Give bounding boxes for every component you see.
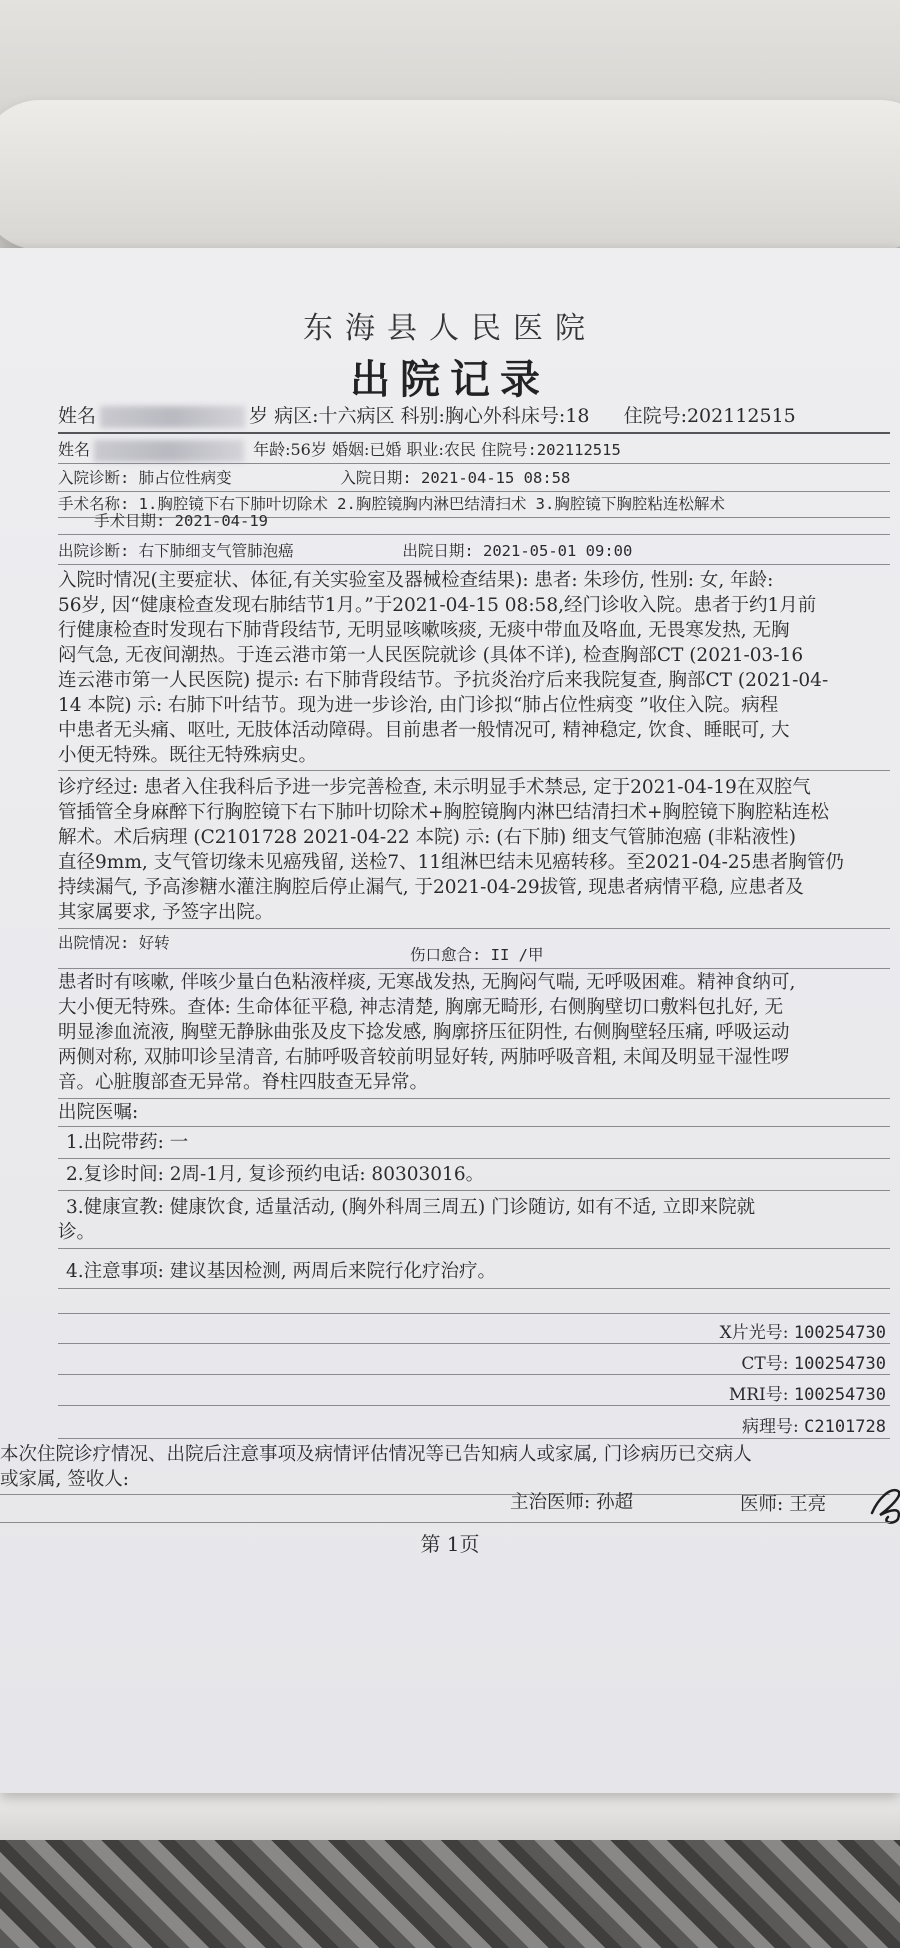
rule — [58, 564, 890, 565]
admission-condition-line: 56岁, 因“健康检查发现右肺结节1月。”于2021-04-15 08:58,经门诊收入院。患者于约1月前 — [58, 595, 817, 616]
header-line-2 — [58, 437, 888, 463]
order-item: 3.健康宣教: 健康饮食, 适量活动, (胸外科周三周五) 门诊随访, 如有不适, 立即来院就 — [66, 1197, 756, 1218]
attending-physician: 主治医师: 孙超 — [510, 1492, 634, 1513]
surgery-date: 手术日期: 2021-04-19 — [94, 512, 268, 530]
physician: 医师: 王亮 — [740, 1494, 827, 1515]
discharge-condition-line: 音。心脏腹部查无异常。脊柱四肢查无异常。 — [58, 1072, 429, 1093]
redacted-name-2 — [94, 440, 244, 462]
order-item: 2.复诊时间: 2周-1月, 复诊预约电话: 80303016。 — [66, 1164, 485, 1185]
discharge-condition-line: 患者时有咳嗽, 伴咳少量白色粘液样痰, 无寒战发热, 无胸闷气喘, 无呼吸困难。精神食纳可, — [58, 972, 796, 993]
rule — [58, 1343, 890, 1344]
treatment-course-line: 持续漏气, 予高渗糖水灌注胸腔后停止漏气, 于2021-04-29拔管, 现患者病情平稳, 应患者及 — [58, 877, 804, 898]
mri-label: MRI号: — [728, 1385, 789, 1405]
rule — [58, 928, 890, 929]
order-item: 1.出院带药: 一 — [66, 1132, 189, 1153]
wound-healing: 伤口愈合: II /甲 — [410, 946, 544, 964]
rule — [58, 770, 890, 771]
rule — [58, 1126, 890, 1127]
order-item: 4.注意事项: 建议基因检测, 两周后来院行化疗治疗。 — [66, 1261, 497, 1282]
order-item: 诊。 — [58, 1222, 96, 1243]
marital-status: 婚姻:已婚 — [331, 440, 402, 459]
document-title: 出院记录 — [350, 356, 550, 403]
rule — [0, 1522, 890, 1523]
occupation: 职业:农民 — [406, 440, 476, 459]
age-suffix: 岁 — [249, 405, 269, 427]
mri-number — [729, 1380, 886, 1405]
name-label-2: 姓名 — [58, 440, 91, 459]
rule — [58, 968, 890, 969]
admission-condition-line: 小便无特殊。既往无特殊病史。 — [58, 745, 318, 766]
hospital-name: 东海县人民医院 — [303, 311, 597, 346]
name-label: 姓名 — [58, 405, 97, 427]
treatment-course-line: 其家属要求, 予签字出院。 — [58, 902, 274, 923]
xray-value: 100254730 — [793, 1323, 886, 1343]
admission-diagnosis-line — [58, 465, 888, 491]
rule — [58, 1313, 890, 1314]
ct-value: 100254730 — [793, 1354, 886, 1374]
admission-number-2: 住院号:202112515 — [480, 441, 621, 459]
admission-condition-line: 入院时情况(主要症状、体征,有关实验室及器械检查结果): 患者: 朱珍仿, 性别: 女, 年龄: — [58, 570, 774, 591]
discharge-condition-line: 明显渗血流液, 胸壁无静脉曲张及皮下捻发感, 胸廓挤压征阴性, 右侧胸壁轻压痛, 呼吸运动 — [58, 1022, 790, 1043]
admission-condition-line: 中患者无头痛、呕吐, 无肢体活动障碍。目前患者一般情况可, 精神稳定, 饮食、睡眠可, 大 — [58, 720, 790, 741]
admission-condition-line: 14 本院) 示: 右肺下叶结节。现为进一步诊治, 由门诊拟“肺占位性病变 ”收住入院。病程 — [58, 695, 779, 716]
pathology-label: 病理号: — [741, 1417, 799, 1437]
treatment-course-line: 直径9mm, 支气管切缘未见癌残留, 送检7、11组淋巴结未见癌转移。至2021-04-25患者胸管仍 — [58, 852, 844, 873]
treatment-course-line: 解术。术后病理 (C2101728 2021-04-22 本院) 示: (右下肺) 细支气管肺泡癌 (非粘液性) — [58, 827, 796, 848]
pathology-number — [742, 1412, 886, 1437]
admission-condition-line: 行健康检查时发现右下肺背段结节, 无明显咳嗽咳痰, 无痰中带血及咯血, 无畏寒发热, 无胸 — [58, 620, 790, 641]
rule — [58, 1248, 890, 1249]
page-number: 第 1页 — [420, 1532, 480, 1556]
admission-condition-line: 闷气急, 无夜间潮热。于连云港市第一人民医院就诊 (具体不详), 检查胸部CT (2021-03-16 — [58, 645, 804, 666]
rule — [58, 1288, 890, 1289]
admission-condition-line: 连云港市第一人民医院) 提示: 右下肺背段结节。予抗炎治疗后来我院复查, 胸部CT (2021-04- — [58, 670, 829, 691]
discharge-condition-line: 两侧对称, 双肺叩诊呈清音, 右肺呼吸音较前明显好转, 两肺呼吸音粗, 未闻及明显干湿性啰 — [58, 1047, 790, 1068]
pathology-value: C2101728 — [804, 1417, 886, 1437]
admission-number: 住院号:202112515 — [623, 405, 796, 427]
rule — [58, 534, 890, 535]
rule — [58, 1190, 890, 1191]
discharge-record-paper — [0, 248, 900, 1793]
redacted-name — [100, 406, 245, 428]
discharge-condition-line: 大小便无特殊。查体: 生命体征平稳, 神志清楚, 胸廓无畸形, 右侧胸壁切口敷料包扎好, 无 — [58, 997, 784, 1018]
ward: 病区:十六病区 — [274, 405, 395, 427]
department-bed: 科别:胸心外科床号:18 — [400, 405, 590, 427]
admission-diagnosis: 入院诊断: 肺占位性病变 — [58, 469, 232, 487]
treatment-course-line: 诊疗经过: 患者入住我科后予进一步完善检查, 未示明显手术禁忌, 定于2021-04-19在双腔气 — [58, 777, 811, 798]
discharge-date: 出院日期: 2021-05-01 09:00 — [402, 542, 633, 560]
header-line-1 — [58, 403, 888, 429]
treatment-course-line: 管插管全身麻醉下行胸腔镜下右下肺叶切除术+胸腔镜胸内淋巴结清扫术+胸腔镜下胸腔粘连松 — [58, 802, 830, 823]
discharge-diagnosis: 出院诊断: 右下肺细支气管肺泡癌 — [58, 542, 294, 560]
ct-number — [741, 1349, 886, 1374]
rule — [58, 1158, 890, 1159]
rule — [58, 1438, 890, 1439]
rule — [58, 463, 890, 464]
orders-heading: 出院医嘱: — [58, 1102, 139, 1123]
bed-rail — [0, 100, 900, 250]
age: 年龄:56岁 — [253, 440, 327, 459]
notice-line: 本次住院诊疗情况、出院后注意事项及病情评估情况等已告知病人或家属, 门诊病历已交病人 — [0, 1444, 752, 1465]
discharge-diagnosis-line — [58, 538, 888, 564]
rule — [58, 1405, 890, 1406]
rule — [58, 1098, 890, 1099]
discharge-status: 出院情况: 好转 — [58, 934, 170, 952]
surgery-name: 手术名称: 1.胸腔镜下右下肺叶切除术 2.胸腔镜胸内淋巴结清扫术 3.胸腔镜下胸腔粘连松解术 — [58, 495, 725, 513]
admission-date: 入院日期: 2021-04-15 08:58 — [340, 469, 571, 487]
ct-label: CT号: — [741, 1354, 789, 1374]
mri-value: 100254730 — [793, 1385, 886, 1405]
rule — [58, 1374, 890, 1375]
xray-label: X片光号: — [719, 1323, 789, 1343]
xray-number — [720, 1318, 886, 1343]
notice-line: 或家属, 签收人: — [0, 1469, 129, 1490]
header-rule — [58, 432, 890, 434]
